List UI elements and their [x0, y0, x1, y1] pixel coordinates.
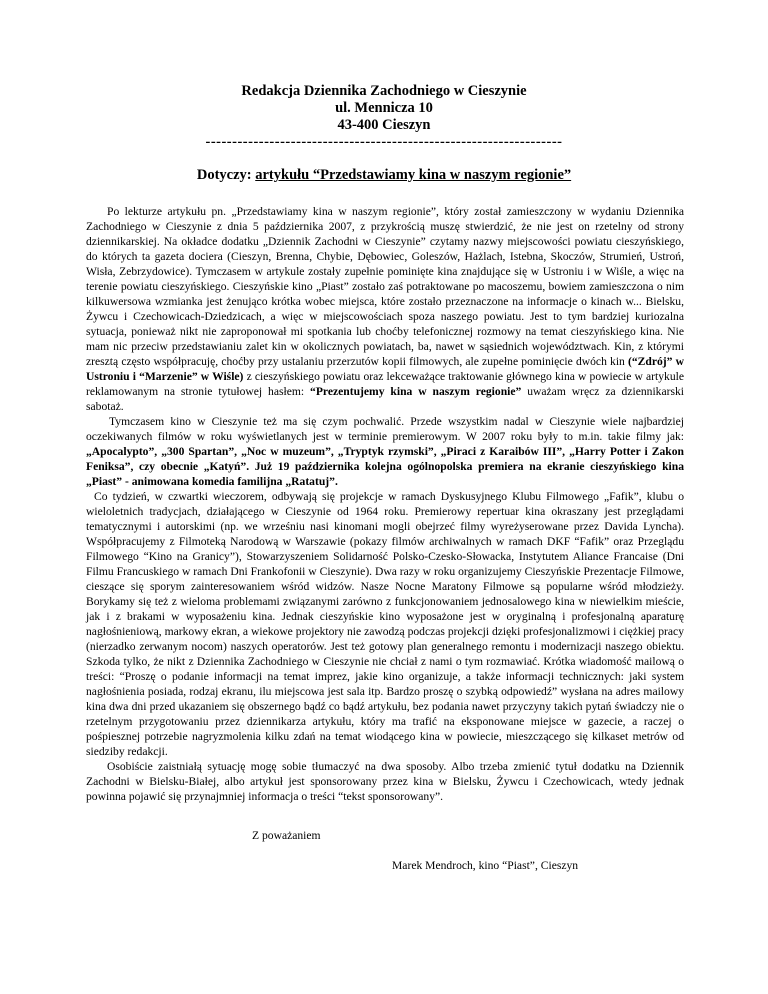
letter-body — [86, 204, 684, 804]
paragraph-1 — [86, 204, 684, 414]
subject-line — [0, 166, 768, 184]
closing-salutation: Z poważaniem — [252, 829, 321, 842]
paragraph-1-text-c: z cieszyńskiego powiatu oraz lekceważące traktowanie głównego kina w powiecie w artykule reklamowanym na stronie tytułowej hasłem: — [86, 370, 684, 398]
paragraph-2-bold-films: „Apocalypto”, „300 Spartan”, „Noc w muzeum”, „Tryptyk rzymski”, „Piraci z Karaibów III”, „Harry Potter i Zakon Feniksa”, czy obecnie „Katyń”. Już 19 października kolejna ogólnopolska premiera na ekranie cieszyńskiego kina „Piast” - animowana komedia familijna „Ratatuj”. — [86, 445, 684, 488]
header-separator: ------------------------------------------------------------------- — [205, 134, 563, 150]
subject-article-title: artykułu “Przedstawiamy kina w naszym regionie” — [255, 167, 572, 183]
paragraph-1-text-a: Po lekturze artykułu pn. „Przedstawiamy kina w naszym regionie”, który został zamieszczony w wydaniu Dziennika Zachodniego w Cieszynie z dnia 5 października 2007, z przykrością muszę stwierdzić, że nie jest on rzetelny od strony dziennikarskiej. Na okładce dodatku „Dziennik Zachodni w Cieszynie” czytamy nazwy miejscowości powiatu cieszyńskiego, do których ta gazeta dociera (Cieszyn, Brenna, Chybie, Dębowiec, Goleszów, Hażlach, Istebna, Skoczów, Strumień, Ustroń, Wisła, Zebrzydowice). Tymczasem w artykule zostały zupełnie pominięte kina znajdujące się w Ustroniu i w Wiśle, a więc na terenie powiatu cieszyńskiego. Cieszyńskie kino „Piast” zostało zaś potraktowane po macoszemu, bowiem zamieszczona o nim kilkuwersowa wzmianka jest żenująco krótka wobec miejsca, które zostało przeznaczone na informacje o kinach w... Bielsku, Żywcu i Czechowicach-Dziedzicach, a więc w miejscowościach spoza naszego powiatu. Jest to tym bardziej kuriozalna sytuacja, ponieważ nikt nie zaproponował mi spotkania lub choćby telefonicznej rozmowy na temat cieszyńskiego kina. Nie mam nic przeciw przedstawianiu zalet kin w okolicznych powiatach, ba, nawet w sąsiednich województwach. Kin, z którymi zresztą często współpracuję, choćby przy ustalaniu przerzutów kopii filmowych, ale zupełne pominięcie dwóch kin — [86, 205, 684, 368]
paragraph-1-text-e: uważam wręcz za dziennikarski sabotaż. — [86, 385, 685, 413]
signature: Marek Mendroch, kino “Piast”, Cieszyn — [392, 859, 579, 872]
paragraph-1-bold-slogan: “Prezentujemy kina w naszym regionie” — [310, 385, 522, 398]
paragraph-4: Osobiście zaistniałą sytuację mogę sobie tłumaczyć na dwa sposoby. Albo trzeba zmienić tytuł dodatku na Dziennik Zachodni w Bielsku-Białej, albo artykuł jest sponsorowany przez kina w Bielsku, Żywcu i Czechowicach, wtedy jednak powinna pojawić się przynajmniej informacja o treści “tekst sponsorowany”. — [86, 760, 684, 803]
paragraph-3: Co tydzień, w czwartki wieczorem, odbywają się projekcje w ramach Dyskusyjnego Klubu Filmowego „Fafik”, klubu o wieloletnich tradycjach, działającego w Cieszynie od 1964 roku. Premierowy repertuar kina okraszany jest przeglądami tematycznymi i autorskimi (np. we wrześniu nasi kinomani mogli obejrzeć filmy wyreżyserowane przez Davida Lyncha). Współpracujemy z Filmoteką Narodową w Warszawie (pokazy filmów archiwalnych w ramach DKF “Fafik” oraz Przeglądu Filmowego “Kino na Granicy”), Stowarzyszeniem Solidarność Polsko-Czesko-Słowacka, Instytutem Aliance Francaise (Dni Filmu Francuskiego w ramach Dni Frankofonii w Cieszynie). Dwa razy w roku organizujemy Cieszyńskie Prezentacje Filmowe, cieszące się sporym zainteresowaniem wśród widzów. Nasze Nocne Maratony Filmowe są popularne wśród młodzieży. Borykamy się też z wieloma problemami związanymi zarówno z funkcjonowaniem jednosalowego kina w niewielkim mieście, jak i z brakami w wyposażeniu kina. Jednak cieszyńskie kino wyposażone jest w oryginalną i profesjonalną aparaturę nagłośnieniową, markowy ekran, a wiekowe projektory nie zawodzą podczas projekcji dzięki profesjonalizmowi i ciężkiej pracy (nierzadko zerwanym nocom) naszych operatorów. Jest też gotowy plan generalnego remontu i modernizacji naszego obiektu. Szkoda tylko, że nikt z Dziennika Zachodniego w Cieszynie nie chciał z nami o tym rozmawiać. Krótka wiadomość mailową o treści: “Proszę o podanie informacji na temat imprez, jakie kino organizuje, a także informacji technicznych: jaki system nagłośnienia posiada, rodzaj ekranu, ilu miejscowa jest sala itp. Bardzo proszę o szybką odpowiedź” wysłana na adres mailowy kina dwa dni przed ukazaniem się obszernego bądź co bądź artykułu, bez podania nawet przyczyny takich pytań świadczy nie o rzetelnym przygotowaniu przez dziennikarza artykułu, który ma trafić na eksponowane miejsce w gazecie, a raczej o pośpiesznej potrzebie nagryzmolenia kilku zdań na temat wiodącego kina w powiecie, mieszczącego się kilkaset metrów od siedziby redakcji. — [86, 490, 684, 758]
recipient-name: Redakcja Dziennika Zachodniego w Cieszynie — [241, 83, 527, 99]
paragraph-1-bold-cinemas: (“Zdrój” w Ustroniu i “Marzenie” w Wiśle) — [86, 355, 684, 383]
recipient-city: 43-400 Cieszyn — [337, 117, 431, 133]
recipient-street: ul. Mennicza 10 — [335, 100, 433, 116]
recipient-address — [0, 83, 768, 151]
subject-prefix: Dotyczy: — [196, 167, 256, 183]
paragraph-2-text-a: Tymczasem kino w Cieszynie też ma się czym pochwalić. Przede wszystkim nadal w Cieszynie wiele najbardziej oczekiwanych filmów w roku wyświetlanych jest w terminie premierowym. W 2007 roku były to m.in. takie filmy jak: — [86, 415, 684, 443]
paragraph-2 — [86, 414, 684, 489]
